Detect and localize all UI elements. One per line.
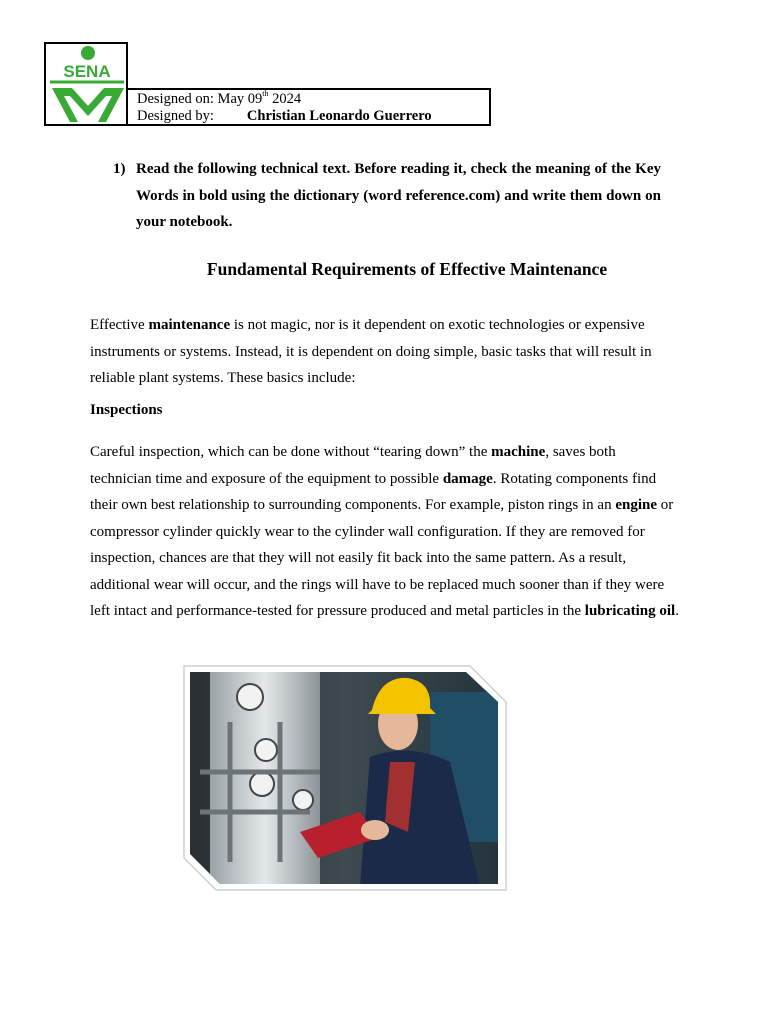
worker-hand bbox=[361, 820, 389, 840]
inspections-text-5: . bbox=[675, 603, 679, 619]
pressure-gauge-3 bbox=[250, 772, 274, 796]
intro-text-1: Effective bbox=[90, 317, 149, 333]
designed-by-label: Designed by: bbox=[137, 108, 214, 124]
technician-photo bbox=[180, 662, 508, 892]
inspections-paragraph bbox=[90, 439, 680, 625]
logo-head bbox=[81, 46, 95, 60]
question-text: Read the following technical text. Before reading it, check the meaning of the Key Words in bold using the dictionary (word reference.com) and write them down on your notebook. bbox=[136, 161, 661, 230]
section-heading-inspections: Inspections bbox=[90, 402, 163, 418]
intro-text-2: is not magic, nor is it dependent on exotic technologies or expensive instruments or systems. Instead, it is dependent on doing simple, basic tasks that will result in reliable plant systems. These basics include: bbox=[90, 317, 652, 386]
question-number: 1) bbox=[113, 161, 126, 177]
intro-paragraph bbox=[90, 312, 680, 392]
document-header bbox=[128, 88, 491, 126]
pressure-gauge-1 bbox=[237, 684, 263, 710]
designed-on-year: 2024 bbox=[272, 91, 302, 107]
keyword-lubricating-oil: lubricating oil bbox=[584, 603, 676, 619]
logo-figure bbox=[52, 88, 124, 122]
inspections-text-3: . Rotating components find their own best relationship to surrounding components. For example, piston rings in an bbox=[90, 470, 657, 513]
question-item bbox=[113, 156, 661, 236]
pressure-gauge-2 bbox=[255, 739, 277, 761]
designed-on-row bbox=[137, 91, 489, 108]
pressure-gauge-4 bbox=[293, 790, 313, 810]
designed-by-name: Christian Leonardo Guerrero bbox=[246, 108, 432, 124]
designed-by-row bbox=[137, 108, 489, 125]
inspections-text-1: Careful inspection, which can be done without “tearing down” the bbox=[90, 444, 492, 460]
keyword-maintenance: maintenance bbox=[148, 317, 231, 333]
designed-on-month: May 09 bbox=[217, 91, 263, 107]
sena-logo bbox=[44, 42, 128, 126]
designed-on-label: Designed on: bbox=[137, 91, 214, 107]
inspections-text-4: or compressor cylinder quickly wear to the cylinder wall configuration. If they are removed for inspection, chances are that they will not easily fit back into the same pattern. As a result, additional wear will occur, and the rings will have to be replaced much sooner than if they were left intact and performance-tested for pressure produced and metal particles in the bbox=[90, 497, 674, 619]
article-title: Fundamental Requirements of Effective Maintenance bbox=[206, 259, 608, 279]
keyword-damage: damage bbox=[442, 470, 493, 487]
technician-photo-graphic bbox=[180, 662, 508, 892]
designed-on-suffix: th bbox=[262, 89, 269, 98]
inspections-text-2: , saves both technician time and exposure of the equipment to possible bbox=[90, 444, 616, 487]
sena-logo-graphic bbox=[46, 44, 126, 124]
logo-text: SENA bbox=[63, 62, 111, 81]
keyword-machine: machine bbox=[491, 444, 546, 460]
keyword-engine: engine bbox=[615, 497, 658, 513]
